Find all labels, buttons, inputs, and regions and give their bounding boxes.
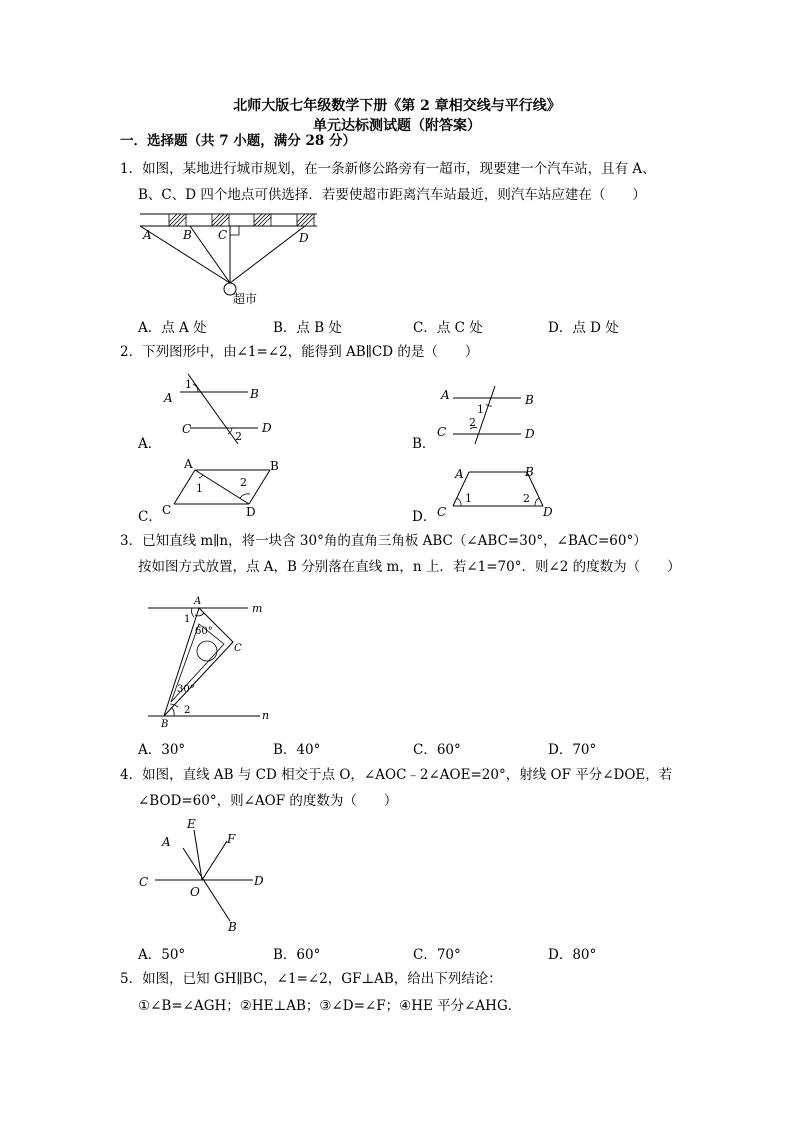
q3-label-A: A xyxy=(194,596,202,607)
q2d-label-B: B xyxy=(525,465,534,479)
q3-label-n: n xyxy=(262,709,270,722)
q2d-label-D: D xyxy=(543,505,553,519)
q2b-label-D: D xyxy=(525,427,535,441)
q4-label-O: O xyxy=(190,885,200,899)
q1-label-A: A xyxy=(143,228,152,242)
q2d-label-1: 1 xyxy=(465,492,472,505)
q2-figure-c xyxy=(160,456,300,519)
q3-label-1: 1 xyxy=(184,614,191,625)
q3-label-B: B xyxy=(161,719,169,730)
q2a-label-B: B xyxy=(250,387,259,401)
q4-label-B: B xyxy=(228,920,237,934)
q4-label-D: D xyxy=(254,874,264,888)
q2-figure-d xyxy=(435,458,575,518)
q3-option-b[interactable]: B．40° xyxy=(273,742,321,758)
q2-option-a[interactable]: A． xyxy=(138,436,162,452)
q1-option-b[interactable]: B．点 B 处 xyxy=(273,320,342,336)
q3-label-60: 60° xyxy=(195,626,213,637)
q3-label-C: C xyxy=(234,643,242,654)
q4-label-C: C xyxy=(139,875,149,889)
q2-option-c[interactable]: C． xyxy=(138,509,162,525)
q1-label-C: C xyxy=(218,228,228,242)
q2a-label-A: A xyxy=(164,391,173,405)
q5-stem-line1: 5．如图，已知 GH∥BC，∠1=∠2，GF⊥AB，给出下列结论： xyxy=(120,971,502,987)
q3-option-c[interactable]: C．60° xyxy=(413,742,461,758)
q2a-label-2: 2 xyxy=(235,430,242,443)
title-line-2: 单元达标测试题（附答案） xyxy=(313,118,481,134)
q1-option-c[interactable]: C．点 C 处 xyxy=(413,320,483,336)
title-line-1: 北师大版七年级数学下册《第 2 章相交线与平行线》 xyxy=(233,98,561,114)
q1-figure xyxy=(135,208,335,308)
q3-label-2: 2 xyxy=(184,705,191,716)
section-heading: 一．选择题（共 7 小题，满分 28 分） xyxy=(120,133,356,149)
q2d-label-A: A xyxy=(455,467,464,481)
q2b-label-2: 2 xyxy=(469,416,476,429)
q5-stem-line2: ①∠B=∠AGH；②HE⊥AB；③∠D=∠F；④HE 平分∠AHG． xyxy=(138,998,522,1014)
q3-label-m: m xyxy=(252,602,263,615)
q1-stem-line1: 1．如图，某地进行城市规划，在一条新修公路旁有一超市，现要建一个汽车站，且有 A、 xyxy=(120,161,656,177)
q1-option-d[interactable]: D．点 D 处 xyxy=(548,320,619,336)
q4-figure xyxy=(135,818,275,933)
q2a-label-D: D xyxy=(262,421,272,435)
q1-label-D: D xyxy=(299,231,309,245)
q2b-label-A: A xyxy=(441,388,450,402)
q3-stem-line1: 3．已知直线 m∥n，将一块含 30°角的直角三角板 ABC（∠ABC=30°，∠BAC=60°） xyxy=(120,533,647,549)
q3-option-a[interactable]: A．30° xyxy=(138,742,186,758)
q2c-label-D: D xyxy=(246,505,256,519)
q2-stem-line1: 2．下列图形中，由∠1=∠2，能得到 AB∥CD 的是（ ） xyxy=(120,344,479,360)
q1-label-B: B xyxy=(183,228,192,242)
q2b-label-C: C xyxy=(437,425,447,439)
q2c-label-2: 2 xyxy=(240,476,247,489)
q1-stem-line2: B、C、D 四个地点可供选择．若要使超市距离汽车站最近，则汽车站应建在（ ） xyxy=(138,187,646,203)
q3-stem-line2: 按如图方式放置，点 A，B 分别落在直线 m，n 上．若∠1=70°．则∠2 的度数为（ ） xyxy=(138,559,681,575)
q2-figure-b xyxy=(435,382,565,457)
q4-label-E: E xyxy=(187,817,196,831)
q4-option-d[interactable]: D．80° xyxy=(548,947,597,963)
q3-label-30: 30° xyxy=(177,684,195,695)
q4-label-F: F xyxy=(227,832,236,846)
q3-option-d[interactable]: D．70° xyxy=(548,742,597,758)
q4-stem-line1: 4．如图，直线 AB 与 CD 相交于点 O，∠AOC﹣2∠AOE=20°，射线 OF 平分∠DOE，若 xyxy=(120,767,673,783)
q2c-label-C: C xyxy=(162,503,172,517)
q2c-label-B: B xyxy=(270,459,279,473)
q2b-label-B: B xyxy=(525,393,534,407)
q2c-label-A: A xyxy=(184,457,193,471)
q2d-label-2: 2 xyxy=(523,492,530,505)
q2a-label-1: 1 xyxy=(185,378,192,391)
q1-option-a[interactable]: A．点 A 处 xyxy=(138,320,207,336)
q2d-label-C: C xyxy=(437,505,447,519)
q4-option-b[interactable]: B．60° xyxy=(273,947,321,963)
q2-option-d[interactable]: D． xyxy=(412,509,437,525)
q2a-label-C: C xyxy=(182,422,192,436)
q3-figure xyxy=(140,593,280,733)
q4-stem-line2: ∠BOD=60°，则∠AOF 的度数为（ ） xyxy=(138,793,398,809)
q4-option-c[interactable]: C．70° xyxy=(413,947,461,963)
q2b-label-1: 1 xyxy=(477,403,484,416)
q4-option-a[interactable]: A．50° xyxy=(138,947,186,963)
q2-figure-a xyxy=(160,370,290,445)
q4-label-A: A xyxy=(162,835,171,849)
q2-option-b[interactable]: B． xyxy=(412,436,436,452)
q1-label-supermarket: 超市 xyxy=(233,292,258,306)
q2c-label-1: 1 xyxy=(196,482,203,495)
